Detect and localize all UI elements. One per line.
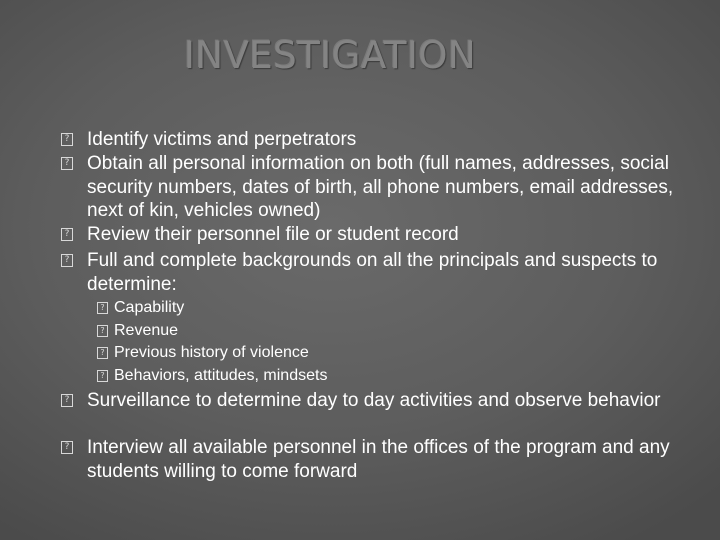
bullet-text: Identify victims and perpetrators [87, 129, 357, 150]
sub-bullet-text: Previous history of violence [114, 344, 309, 361]
bullet-text: Full and complete backgrounds on all the principals and suspects to determine: [87, 250, 658, 295]
bullet-icon: ? [61, 394, 73, 407]
sub-bullet-icon: ? [97, 302, 108, 314]
sub-bullet-icon: ? [97, 325, 108, 337]
bullet-icon: ? [61, 254, 73, 267]
bullet-icon: ? [61, 228, 73, 241]
sub-bullet-icon: ? [97, 370, 108, 382]
bullet-icon: ? [61, 441, 73, 454]
bullet-text: Obtain all personal information on both (full names, addresses, social security numbers, dates of birth, all phone numbers, email addresses, next of kin, vehicles owned) [87, 153, 674, 221]
sub-bullet-icon: ? [97, 347, 108, 359]
sub-bullet-text: Capability [114, 299, 185, 316]
bullet-text: Surveillance to determine day to day activities and observe behavior [87, 390, 661, 411]
sub-bullet-text: Behaviors, attitudes, mindsets [114, 367, 328, 384]
bullet-text: Review their personnel file or student record [87, 224, 459, 245]
sub-bullet-text: Revenue [114, 322, 179, 339]
bullet-text: Interview all available personnel in the offices of the program and any students willing to come forward [87, 437, 670, 482]
bullet-icon: ? [61, 133, 73, 146]
slide-title: INVESTIGATION [184, 34, 477, 77]
bullet-icon: ? [61, 157, 73, 170]
